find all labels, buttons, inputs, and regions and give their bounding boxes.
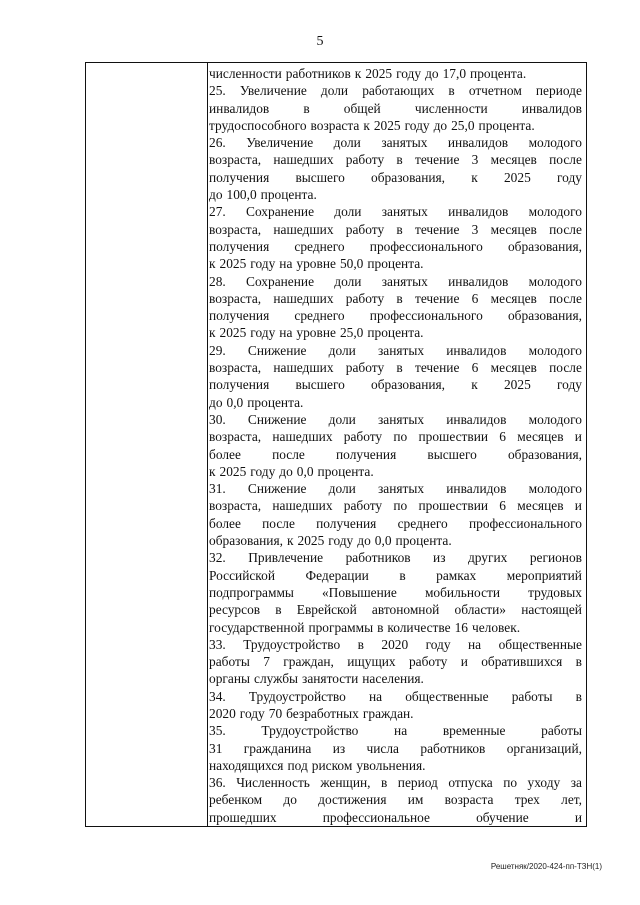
text-line: инвалидов в общей численности инвалидов xyxy=(209,100,582,116)
text-line: находящихся под риском увольнения. xyxy=(209,757,426,773)
text-line: численности работников к 2025 году до 17,0 процента. xyxy=(209,66,527,81)
text-line: 36. Численность женщин, в период отпуска по уходу за xyxy=(209,775,582,791)
text-line: 31. Снижение доли занятых инвалидов молодого xyxy=(209,481,582,497)
text-line: 2020 году 70 безработных граждан. xyxy=(209,705,414,721)
text-line: 33. Трудоустройство в 2020 году на общественные xyxy=(209,636,582,652)
text-line: органы службы занятости населения. xyxy=(209,671,424,687)
text-line: к 2025 году до 0,0 процента. xyxy=(209,463,374,479)
text-line: возраста, нашедших работу в течение 6 месяцев после xyxy=(209,290,582,306)
text-line: 32. Привлечение работников из других регионов xyxy=(209,550,582,566)
text-line: 29. Снижение доли занятых инвалидов молодого xyxy=(209,342,582,358)
text-line: возраста, нашедших работу в течение 6 месяцев после xyxy=(209,360,582,376)
text-line: возраста, нашедших работу в течение 3 месяцев после xyxy=(209,221,582,237)
text-line: более после получения среднего профессионального xyxy=(209,515,582,531)
text-line: Российской Федерации в рамках мероприятий xyxy=(209,567,582,583)
text-line: более после получения высшего образования, xyxy=(209,446,582,462)
text-line: получения высшего образования, к 2025 году xyxy=(209,377,582,393)
text-line: образования, к 2025 году до 0,0 процента. xyxy=(209,533,452,549)
text-line: работы 7 граждан, ищущих работу и обратившихся в xyxy=(209,654,582,670)
text-line: 25. Увеличение доли работающих в отчетном периоде xyxy=(209,83,582,99)
text-line: 31 гражданина из числа работников организаций, xyxy=(209,740,582,756)
text-line: возраста, нашедших работу в течение 3 месяцев после xyxy=(209,152,582,168)
text-line: 27. Сохранение доли занятых инвалидов молодого xyxy=(209,204,582,220)
text-line: возраста, нашедших работу по прошествии 6 месяцев и xyxy=(209,498,582,514)
text-line: 35. Трудоустройство на временные работы xyxy=(209,723,582,739)
page-number: 5 xyxy=(316,34,324,49)
text-line: прошедших профессиональное обучение и xyxy=(209,809,582,825)
text-line: ребенком до достижения им возраста трех лет, xyxy=(209,792,582,808)
text-line: получения высшего образования, к 2025 году xyxy=(209,169,582,185)
text-line: возраста, нашедших работу по прошествии 6 месяцев и xyxy=(209,429,582,445)
text-line: получения среднего профессионального образования, xyxy=(209,308,582,324)
text-line: 30. Снижение доли занятых инвалидов молодого xyxy=(209,411,582,427)
text-line: трудоспособного возраста к 2025 году до 25,0 процента. xyxy=(209,117,535,133)
text-line: 28. Сохранение доли занятых инвалидов молодого xyxy=(209,273,582,289)
text-line: ресурсов в Еврейской автономной области» настоящей xyxy=(209,602,582,618)
text-line: до 0,0 процента. xyxy=(209,394,304,410)
document-table xyxy=(85,62,587,827)
text-line: 34. Трудоустройство на общественные работы в xyxy=(209,688,582,704)
text-line: 26. Увеличение доли занятых инвалидов молодого xyxy=(209,135,582,151)
column-divider xyxy=(207,63,208,826)
text-line: к 2025 году на уровне 25,0 процента. xyxy=(209,325,424,341)
document-code: Решетняк/2020-424-пп-ТЗН(1) xyxy=(490,862,602,871)
text-line: государственной программы в количестве 16 человек. xyxy=(209,619,521,635)
indicator-text-cell xyxy=(209,65,582,826)
text-line: к 2025 году на уровне 50,0 процента. xyxy=(209,256,424,272)
text-line: подпрограммы «Повышение мобильности трудовых xyxy=(209,584,582,600)
text-line: получения среднего профессионального образования, xyxy=(209,238,582,254)
text-line: до 100,0 процента. xyxy=(209,187,317,203)
